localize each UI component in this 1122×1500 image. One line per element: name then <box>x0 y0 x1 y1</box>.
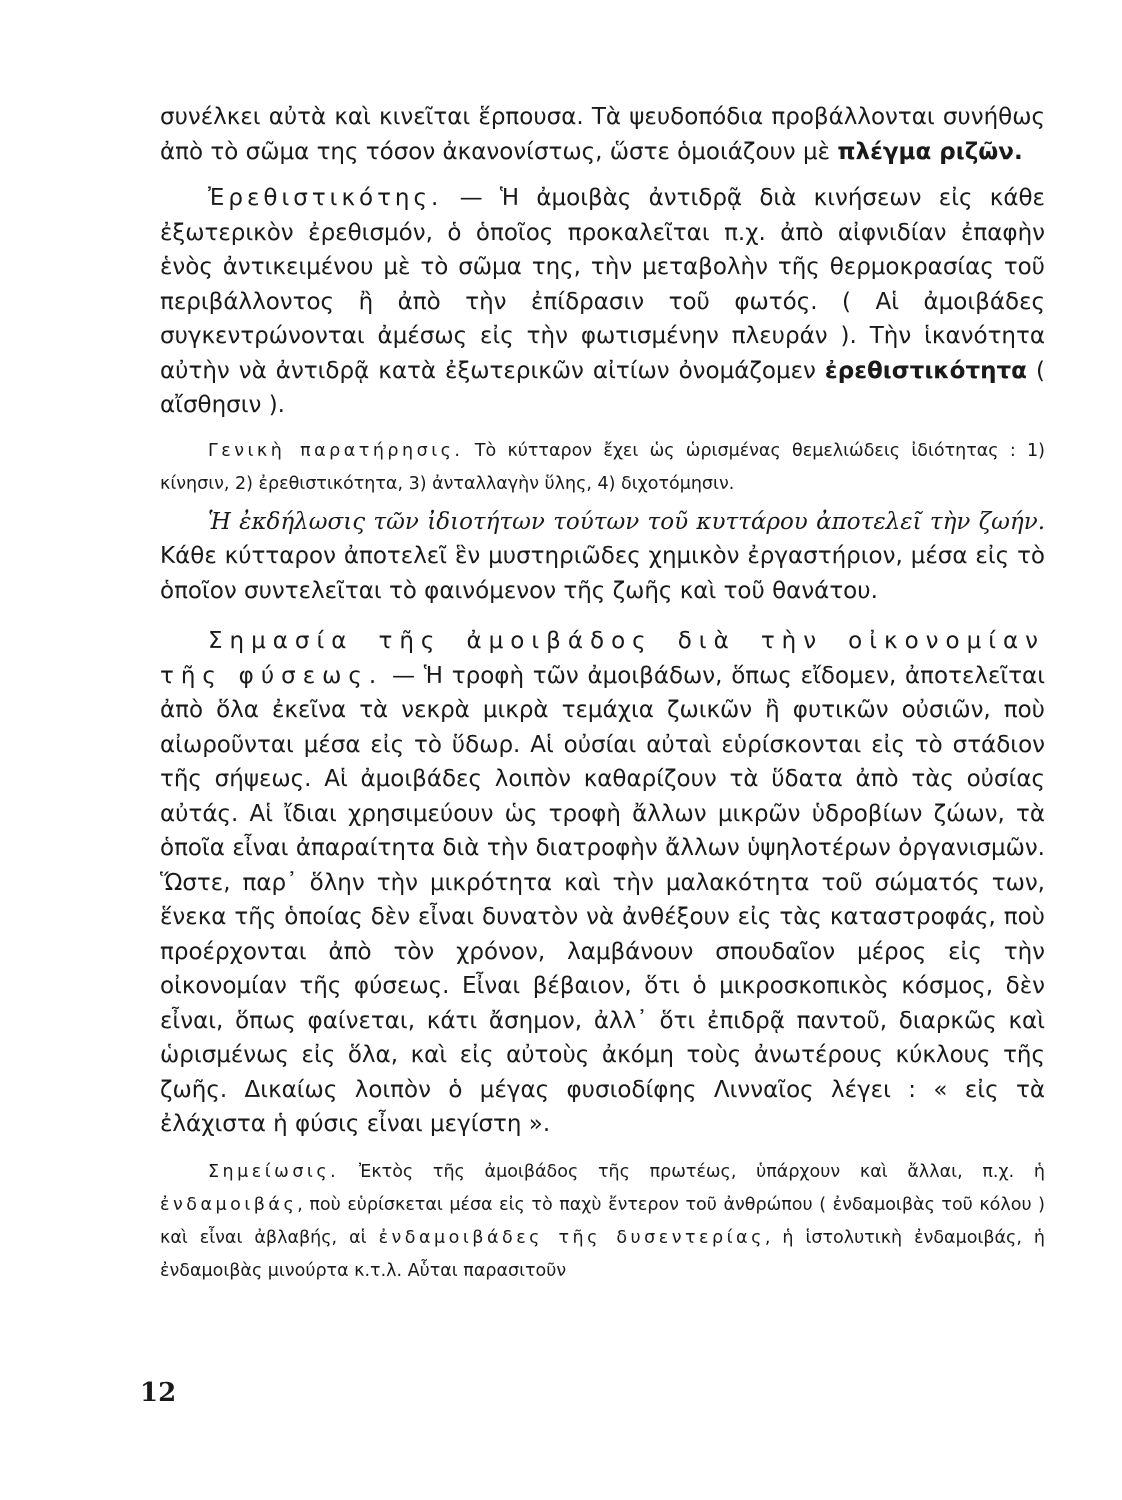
paragraph-text: , ἡ ἱστολυτικὴ ἐνδαμοιβάς, ἡ ἐνδαμοιβὰς μινούρτα κ.τ.λ. Αὗται παρασιτοῦν <box>160 1227 1045 1281</box>
paragraph-general-remark <box>160 435 1045 501</box>
page-body <box>160 100 1045 1288</box>
section-heading-general-remark: Γενικὴ παρατήρησις. <box>208 440 464 461</box>
paragraph-text: Κάθε κύτταρον ἀποτελεῖ ἓν μυστηριῶδες χημικὸν ἐργαστήριον, μέσα εἰς τὸ ὁποῖον συντελεῖται τὸ φαινόμενον τῆς ζωῆς καὶ τοῦ θανάτου. <box>160 543 1045 604</box>
paragraph-text: Ἐκτὸς τῆς ἀμοιβάδος τῆς πρωτέως, ὑπάρχουν καὶ ἄλλαι, π.χ. ἡ <box>339 1161 1045 1182</box>
paragraph-irritability <box>160 181 1045 423</box>
paragraph-text: , ποὺ εὑρίσκεται μέσα εἰς τὸ παχὺ ἔντερον τοῦ ἀνθρώπου ( ἐνδαμοιβὰς τοῦ κόλου ) καὶ εἶναι ἀβλαβής, αἱ <box>160 1194 1045 1248</box>
paragraph-pseudopodia <box>160 100 1045 169</box>
paragraph-life <box>160 505 1045 609</box>
paragraph-text: — Ἡ τροφὴ τῶν ἀμοιβάδων, ὅπως εἴδομεν, ἀποτελεῖται ἀπὸ ὅλα ἐκεῖνα τὰ νεκρὰ μικρὰ τεμάχια ζωικῶν ἢ φυτικῶν οὐσιῶν, ποὺ αἰωροῦνται μέσα εἰς τὸ ὕδωρ. Αἱ οὐσίαι αὐταὶ εὑρίσκονται εἰς τὸ στάδιον τῆς σήψεως. Αἱ ἀμοιβάδες λοιπὸν καθαρίζουν τὰ ὕδατα ἀπὸ τὰς οὐσίας αὐτάς. Αἱ ἴδιαι χρησιμεύουν ὡς τροφὴ ἄλλων μικρῶν ὑδροβίων ζώων, τὰ ὁποῖα εἶναι ἀπαραίτητα διὰ τὴν διατροφὴν ἄλλων ὑψηλοτέρων ὀργανισμῶν. Ὥστε, παρ᾽ ὅλην τὴν μικρότητα καὶ τὴν μαλακότητα τοῦ σώματός των, ἕνεκα τῆς ὁποίας δὲν εἶναι δυνατὸν νὰ ἀνθέξουν εἰς τὰς καταστροφάς, ποὺ προέρχονται ἀπὸ τὸν χρόνον, λαμβάνουν σπουδαῖον μέρος εἰς τὴν οἰκονομίαν τῆς φύσεως. Εἶναι βέβαιον, ὅτι ὁ μικροσκοπικὸς κόσμος, δὲν εἶναι, ὅπως φαίνεται, κάτι ἄσημον, ἀλλ᾽ ὅτι ἐπιδρᾷ παντοῦ, διαρκῶς καὶ ὡρισμένως εἰς ὅλα, καὶ εἰς αὐτοὺς ἀκόμη τοὺς ἀνωτέρους κύκλους τῆς ζωῆς. Δικαίως λοιπὸν ὁ μέγας φυσιοδίφης Λινναῖος λέγει : « εἰς τὰ ἐλάχιστα ἡ φύσις εἶναι μεγίστη ». <box>160 662 1045 1137</box>
spaced-term: ἐνδαμοιβάδες τῆς δυσεντερίας <box>378 1227 765 1248</box>
paragraph-note <box>160 1156 1045 1288</box>
emphasis-bold: ἐρεθιστικότητα <box>824 357 1027 384</box>
paragraph-importance <box>160 624 1045 1142</box>
paragraph-text: συνέλκει αὐτὰ καὶ κινεῖται ἕρπουσα. Τὰ ψευδοπόδια προβάλλονται συνήθως ἀπὸ τὸ σῶμα της τόσον ἀκανονίστως, ὥστε ὁμοιάζουν μὲ <box>160 104 1045 165</box>
section-heading-importance: Σημασία τῆς ἀμοιβάδος διὰ τὴν οἰκονομίαν τῆς φύσεως. <box>160 628 1045 689</box>
emphasis-bold: πλέγμα ριζῶν. <box>837 138 1023 165</box>
page-number: 12 <box>140 1378 177 1408</box>
section-heading-note: Σημείωσις. <box>208 1161 340 1182</box>
paragraph-text-tail: ( αἴσθησιν ). <box>160 357 1045 418</box>
paragraph-text: — Ἡ ἀμοιβὰς ἀντιδρᾷ διὰ κινήσεων εἰς κάθε ἐξωτερικὸν ἐρεθισμόν, ὁ ὁποῖος προκαλεῖται π.χ. ἀπὸ αἰφνιδίαν ἐπαφὴν ἑνὸς ἀντικειμένου μὲ τὸ σῶμα της, τὴν μεταβολὴν τῆς θερμοκρασίας τοῦ περιβάλλοντος ἢ ἀπὸ τὴν ἐπίδρασιν τοῦ φωτός. ( Αἱ ἀμοιβάδες συγκεντρώνονται ἀμέσως εἰς τὴν φωτισμένην πλευράν ). Τὴν ἱκανότητα αὐτὴν νὰ ἀντιδρᾷ κατὰ ἐξωτερικῶν αἰτίων ὀνομάζομεν <box>160 185 1045 384</box>
spaced-term: ἐνδαμοιβάς <box>160 1194 298 1215</box>
emphasis-italic: Ἡ ἐκδήλωσις τῶν ἰδιοτήτων τούτων τοῦ κυττάρου ἀποτελεῖ τὴν ζωήν. <box>208 508 1045 535</box>
section-heading-irritability: Ἐρεθιστικότης. <box>208 185 443 211</box>
paragraph-text: Τὸ κύτταρον ἔχει ὡς ὡρισμένας θεμελιώδεις ἰδιότητας : 1) κίνησιν, 2) ἐρεθιστικότητα, 3) ἀνταλλαγὴν ὕλης, 4) διχοτόμησιν. <box>160 440 1045 494</box>
